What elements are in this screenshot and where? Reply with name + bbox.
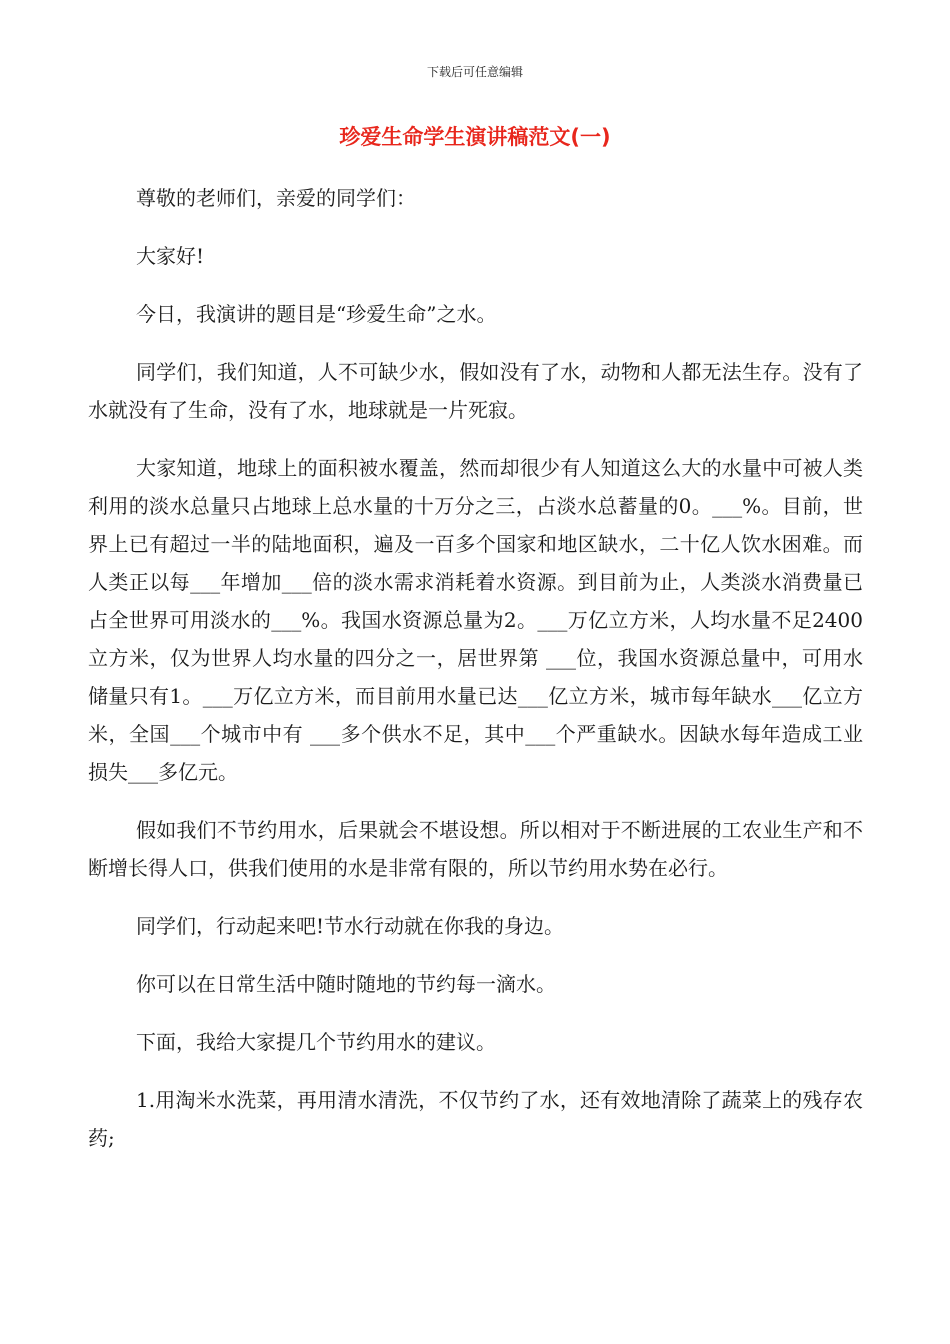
paragraph-suggestion-1: 1.用淘米水洗菜，再用清水清洗，不仅节约了水，还有效地清除了蔬菜上的残存农药; — [88, 1088, 863, 1150]
paragraph-topic: 今日，我演讲的题目是“珍爱生命”之水。 — [136, 302, 497, 326]
paragraph-call-to-action: 同学们，行动起来吧!节水行动就在你我的身边。 — [136, 914, 565, 938]
paragraph-salutation: 尊敬的老师们，亲爱的同学们： — [136, 186, 416, 210]
document-body — [88, 179, 863, 1177]
header-note: 下载后可任意编辑 — [426, 65, 523, 79]
paragraph-daily-saving: 你可以在日常生活中随时随地的节约每一滴水。 — [136, 972, 556, 996]
paragraph-consequences: 假如我们不节约用水，后果就会不堪设想。所以相对于不断进展的工农业生产和不断增长得人口，供我们使用的水是非常有限的，所以节约用水势在必行。 — [88, 818, 863, 880]
paragraph-suggestions-intro: 下面，我给大家提几个节约用水的建议。 — [136, 1030, 496, 1054]
paragraph-greeting: 大家好! — [136, 244, 205, 268]
paragraph-water-importance: 同学们，我们知道，人不可缺少水，假如没有了水，动物和人都无法生存。没有了水就没有了生命，没有了水，地球就是一片死寂。 — [88, 360, 863, 422]
paragraph-water-statistics: 大家知道，地球上的面积被水覆盖，然而却很少有人知道这么大的水量中可被人类利用的淡水总量只占地球上总水量的十万分之三，占淡水总蓄量的0。___%。目前，世界上已有超过一半的陆地面积，遍及一百多个国家和地区缺水，二十亿人饮水困难。而人类正以每___年增加___倍的淡水需求消耗着水资源。到目前为止，人类淡水消费量已占全世界可用淡水的___%。我国水资源总量为2。___万亿立方米，人均水量不足2400立方米，仅为世界人均水量的四分之一，居世界第 ___位，我国水资源总量中，可用水储量只有1。___万亿立方米，而目前用水量已达___亿立方米，城市每年缺水___亿立方米，全国___个城市中有 ___多个供水不足，其中___个严重缺水。因缺水每年造成工业损失___多亿元。 — [88, 456, 863, 784]
document-title: 珍爱生命学生演讲稿范文(一) — [339, 125, 611, 149]
